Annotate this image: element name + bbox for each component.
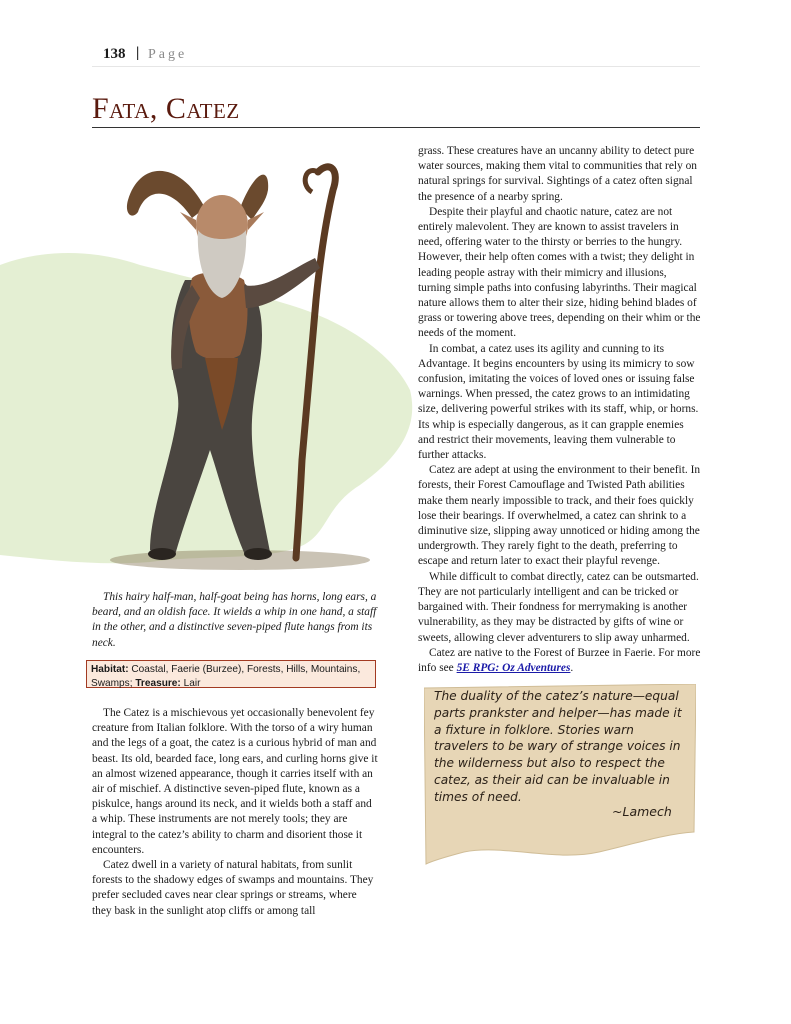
left-paragraph-1: The Catez is a mischievous yet occasionally benevolent fey creature from Italian folklore. With the torso of a wiry human and the legs of a goat, the catez is a curious hybrid of man and beast. Its old, bearded face, long ears, and curling horns give it an almost wizened appearance, though it carries itself with an air of mischief. A distinctive seven-piped flute, known as a piskulce, hangs around its neck, and it wields both a staff and a whip. These instruments are not merely tools; they are integral to the catez’s ability to charm and disorient those it encounters. <box>92 707 378 856</box>
quote-author: ~Lamech <box>612 804 672 819</box>
quote-box <box>424 684 696 866</box>
catez-illustration <box>0 130 420 580</box>
right-paragraph-3: Catez are adept at using the environment to their benefit. In forests, their Forest Camouflage and Twisted Path abilities make them nearly impossible to track, and their foes quickly lose their bearings. If overwhelmed, a catez can shrink to a diminutive size, slipping away unnoticed or hiding among the undergrowth. They rarely fight to the death, preferring to escape and return later to exact their playful revenge. <box>418 464 701 568</box>
right-paragraph-1: Despite their playful and chaotic nature, catez are not entirely malevolent. They are known to assist travelers in need, offering water to the thirsty or berries to the hungry. However, their help often comes with a twist; they delight in leading people astray with their mimicry and illusions, turning simple paths into confusing labyrinths. Their magical nature allows them to alter their size, hiding behind blades of grass or towering above trees, depending on their whim or the needs of the moment. <box>418 205 701 340</box>
catez-image <box>0 130 420 580</box>
right-column-text <box>418 144 702 676</box>
habitat-value: Coastal, Faerie (Burzee), Forests, Hills, Mountains, Swamps; <box>91 664 361 689</box>
right-paragraph-4: While difficult to combat directly, catez can be outsmarted. They are not particularly intelligent and can be tricked or bargained with. Their fondness for merrymaking is another vulnerability, as they may be distracted by gifts of wine or sweets, allowing clever adventurers to slip away unharmed. <box>418 570 699 644</box>
page-title: Fata, Catez <box>92 92 240 125</box>
treasure-value: Lair <box>183 678 201 689</box>
right-paragraph-2: In combat, a catez uses its agility and cunning to its Advantage. It begins encounters by using its mimicry to sow confusion, imitating the voices of loved ones or issuing false warnings. When pressed, the catez grows to an intimidating size, delivering powerful strikes with its staff, whip, or horns. Its whip is especially dangerous, as it can grapple enemies and restrict their movements, leaving them vulnerable to further attacks. <box>418 342 699 462</box>
title-divider <box>92 127 700 128</box>
left-paragraph-2: Catez dwell in a variety of natural habitats, from sunlit forests to the shadowy edges of swamps and mountains. They prefer secluded caves near clear springs or streams, where they bask in the sunlight atop cliffs or among tall <box>92 859 374 917</box>
header-separator: | <box>136 45 140 61</box>
treasure-label: Treasure: <box>135 678 181 689</box>
more-info-suffix: . <box>570 661 574 674</box>
page-label: Page <box>148 47 188 62</box>
image-caption: This hairy half-man, half-goat being has horns, long ears, a beard, and an oldish face. It wields a whip in one hand, a staff in the other, and a distinctive seven-piped flute hangs from its neck. <box>92 591 377 649</box>
habitat-label: Habitat: <box>91 664 129 675</box>
oz-adventures-link[interactable]: 5E RPG: Oz Adventures <box>456 661 571 674</box>
page-header <box>92 44 700 67</box>
page-number: 138 <box>103 46 126 62</box>
habitat-box <box>86 660 376 688</box>
right-paragraph-5 <box>418 646 702 676</box>
more-info-text: Catez are native to the Forest of Burzee in Faerie. For more info see <box>418 646 701 674</box>
left-column-text <box>92 706 378 919</box>
quote-text: The duality of the catez’s nature—equal parts prankster and helper—has made it a fixture in folklore. Stories warn travelers to be wary of strange voices in the wilderness but also to respect the catez, as their aid can be invaluable in times of need. <box>434 689 682 804</box>
right-paragraph-0: grass. These creatures have an uncanny ability to detect pure water sources, making them vital to communities that rely on natural springs for survival. Sightings of a catez often signal the presence of a nearby spring. <box>418 145 698 203</box>
